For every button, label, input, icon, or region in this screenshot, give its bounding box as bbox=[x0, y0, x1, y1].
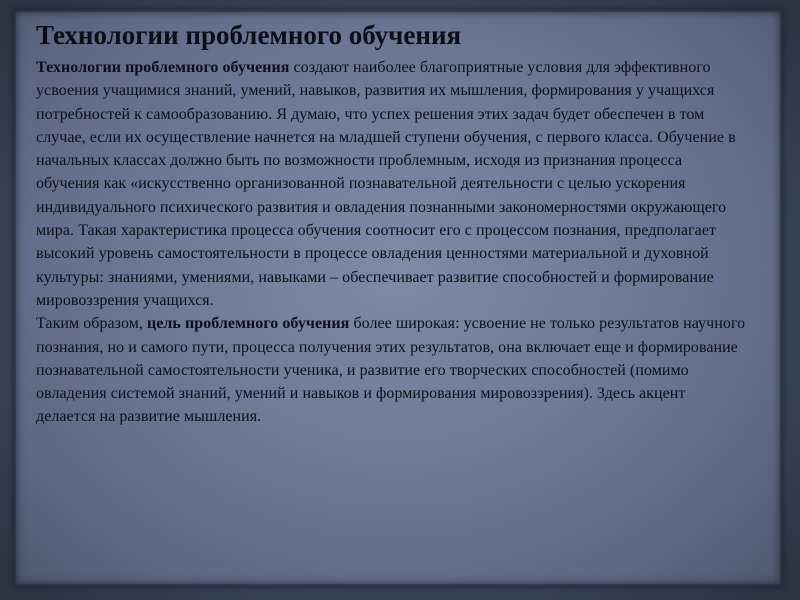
paragraph-2-text: более широкая: усвоение не только результатов научного познания, но и самого пути, процесса получения этих результатов, она включает еще и формирование познавательной самостоятельности ученика, и развитие его творческих способностей (помимо овладения системой знаний, умений и навыков и формирования мировоззрения). Здесь акцент делается на развитие мышления. bbox=[36, 315, 746, 426]
slide-content bbox=[36, 18, 746, 429]
paragraph-2-bold: цель проблемного обучения bbox=[146, 315, 350, 333]
paragraph-1-lead: Технологии проблемного обучения bbox=[36, 59, 290, 76]
paragraph-2-prefix: Таким образом, bbox=[36, 315, 147, 333]
paragraph-1 bbox=[36, 56, 746, 312]
paragraph-1-text: создают наиболее благоприятные условия для эффективного усвоения учащимися знаний, умений, навыков, развития их мышления, формирования у учащихся потребностей к самообразованию. Я думаю, что успех решения этих задач будет обеспечен в том случае, если их осуществление начнется на младшей ступени обучения, с первого класса. Обучение в начальных классах должно быть по возможности проблемным, исходя из признания процесса обучения как «искусственно организованной познавательной деятельности с целью ускорения индивидуального психического развития и овладения познанными закономерностями окружающего мира. Такая характеристика процесса обучения соотносит его с процессом познания, предполагает высокий уровень самостоятельности в процессе овладения ценностями материальной и духовной культуры: знаниями, умениями, навыками – обеспечивает развитие способностей и формирование мировоззрения учащихся. bbox=[36, 59, 736, 309]
paragraph-2 bbox=[36, 312, 746, 428]
slide-title: Технологии проблемного обучения bbox=[36, 20, 462, 50]
